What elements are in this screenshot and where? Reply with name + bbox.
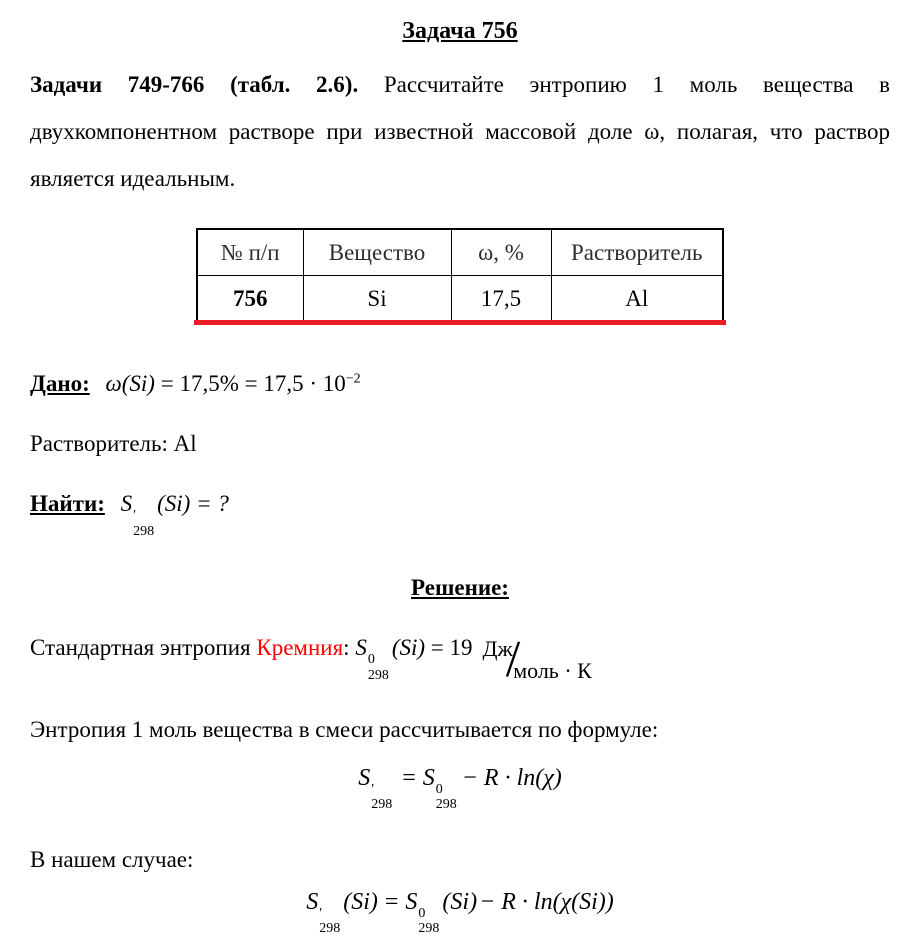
col-header-omega: ω, % (451, 229, 551, 275)
conditions-table (196, 228, 724, 324)
table-red-underline (194, 320, 726, 325)
std-entropy-prefix: Стандартная энтропия (30, 635, 257, 661)
given-line (30, 371, 890, 397)
col-header-number: № п/п (197, 229, 303, 275)
find-line (30, 491, 890, 539)
general-formula (30, 765, 890, 813)
std-entropy-argument: (Si) (391, 635, 426, 661)
entropy-symbol: S (120, 491, 133, 517)
zero-298-stack: 0 298 (435, 781, 457, 813)
col-header-substance: Вещество (303, 229, 451, 275)
omega-exponent: −2 (345, 371, 361, 387)
solution-heading: Решение: (411, 575, 509, 601)
units-fraction (482, 631, 592, 689)
entropy-symbol: S (358, 764, 371, 791)
zero-298-stack: 0 298 (367, 652, 389, 683)
substance-name-highlight: Кремния (256, 635, 344, 661)
std-entropy-colon: : (343, 635, 356, 661)
entropy-symbol: S (355, 635, 367, 661)
col-header-solvent: Растворитель (551, 229, 723, 275)
fraction-slash: / (505, 631, 521, 689)
cell-substance: Si (303, 275, 451, 323)
case-lhs-argument: (Si) (343, 888, 378, 915)
intro-paragraph (30, 61, 890, 202)
omega-symbol: ω (105, 371, 122, 397)
mixture-formula-intro-line (30, 717, 890, 743)
entropy-symbol: S (405, 888, 418, 915)
find-formula (120, 491, 229, 539)
case-formula (30, 889, 890, 937)
standard-entropy-line (30, 631, 890, 689)
find-label: Найти: (30, 491, 105, 517)
entropy-symbol: S (422, 764, 435, 791)
given-label: Дано: (30, 371, 90, 397)
find-formula-rest: (Si) = ? (157, 491, 229, 517)
entropy-symbol: S (306, 888, 319, 915)
cell-task-number: 756 (197, 275, 303, 323)
std-entropy-value: = 19 (425, 635, 473, 661)
units-numerator: Дж (482, 636, 513, 662)
given-formula (106, 371, 361, 396)
page-title: Задача 756 (402, 18, 518, 44)
table-row (197, 275, 723, 323)
omega-value: = 17,5% = 17,5 · 10 (154, 371, 346, 397)
equals-sign: = (402, 764, 416, 791)
prime-298-stack: ′ 298 (133, 508, 155, 539)
prime-298-stack: ′ 298 (319, 905, 341, 937)
omega-argument: (Si) (121, 371, 155, 397)
equals-sign: = (384, 888, 399, 915)
intro-lead: Задачи 749-766 (табл. 2.6). (30, 72, 359, 97)
case-rhs-argument: (Si) (442, 888, 478, 915)
case-formula-tail: − R · ln(χ(Si)) (479, 888, 614, 915)
our-case-line (30, 847, 890, 873)
our-case-text: В нашем случае: (30, 846, 194, 872)
intro-body: Рассчитайте энтропию 1 моль вещества в двухкомпонентном растворе при известной массовой доле ω, полагая, что раствор является идеальным. (30, 72, 890, 192)
table-header-row (197, 229, 723, 275)
solvent-text: Растворитель: Al (30, 431, 197, 457)
cell-solvent: Al (551, 275, 723, 323)
std-entropy-formula (355, 631, 592, 689)
cell-omega: 17,5 (451, 275, 551, 323)
solvent-line (30, 431, 890, 457)
prime-298-stack: ′ 298 (371, 781, 393, 813)
zero-298-stack: 0 298 (418, 905, 440, 937)
mixture-intro-text: Энтропия 1 моль вещества в смеси рассчитывается по формуле: (30, 716, 659, 742)
units-denominator: моль · К (513, 658, 592, 684)
general-formula-tail: − R · ln(χ) (461, 764, 562, 791)
